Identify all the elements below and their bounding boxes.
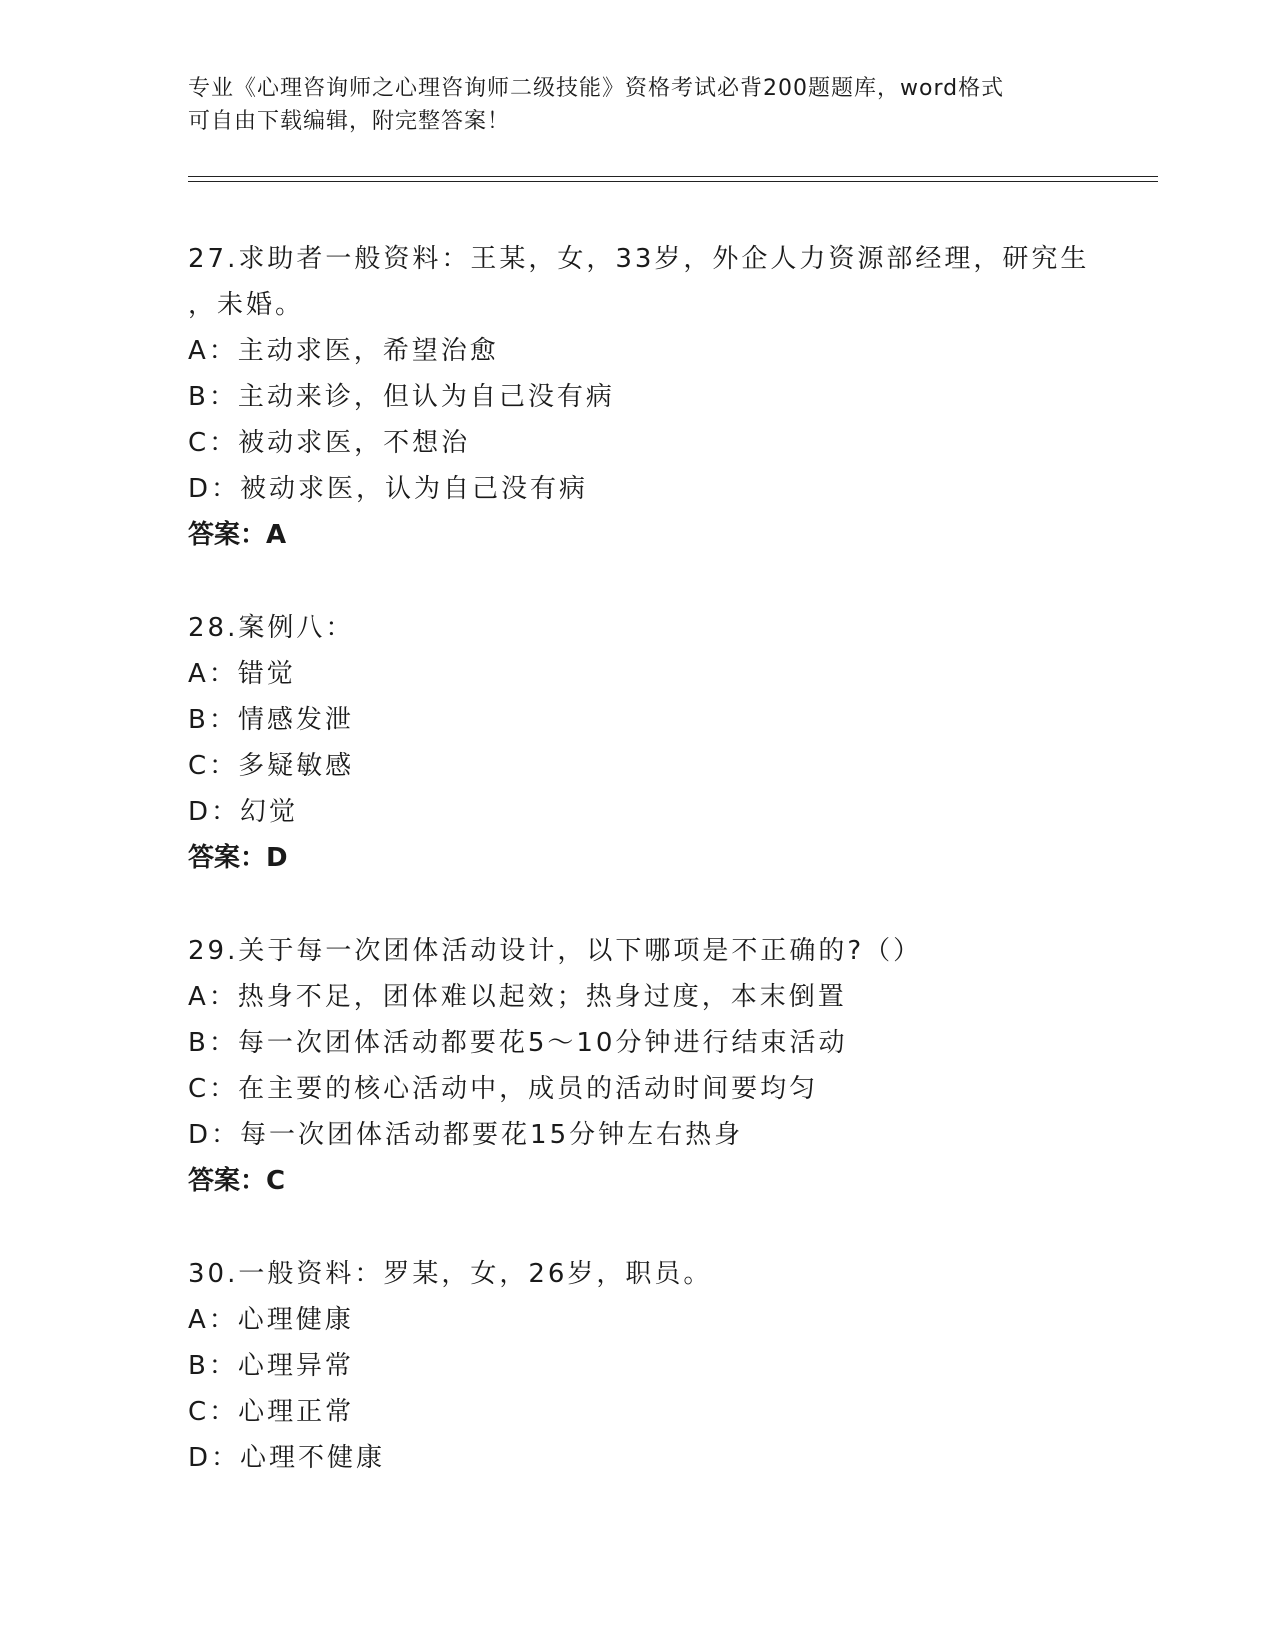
header-divider-top — [188, 176, 1158, 177]
question-27 — [188, 236, 1138, 558]
option-a: A：热身不足，团体难以起效；热身过度，本末倒置 — [188, 982, 847, 1012]
document-header — [188, 72, 1088, 138]
question-stem: 28.案例八： — [188, 613, 355, 643]
option-c: C：在主要的核心活动中，成员的活动时间要均匀 — [188, 1074, 819, 1104]
option-c: C：心理正常 — [188, 1397, 355, 1427]
option-b: B：每一次团体活动都要花5～10分钟进行结束活动 — [188, 1028, 848, 1058]
question-stem: 27.求助者一般资料：王某，女，33岁，外企人力资源部经理，研究生 — [188, 244, 1090, 274]
option-d: D：被动求医，认为自己没有病 — [188, 474, 589, 504]
question-29 — [188, 928, 1138, 1204]
option-d: D：每一次团体活动都要花15分钟左右热身 — [188, 1120, 744, 1150]
header-line-1: 专业《心理咨询师之心理咨询师二级技能》资格考试必背200题题库，word格式 — [188, 76, 1005, 101]
option-b: B：主动来诊，但认为自己没有病 — [188, 382, 615, 412]
question-28 — [188, 605, 1138, 881]
question-30 — [188, 1251, 1138, 1481]
question-list — [188, 236, 1138, 1481]
option-c: C：被动求医，不想治 — [188, 428, 471, 458]
question-stem: 29.关于每一次团体活动设计，以下哪项是不正确的?（） — [188, 936, 923, 966]
answer-label: 答案：A — [188, 520, 287, 550]
answer-label: 答案：D — [188, 843, 288, 873]
option-a: A：主动求医，希望治愈 — [188, 336, 499, 366]
question-stem: 30.一般资料：罗某，女，26岁，职员。 — [188, 1259, 713, 1289]
answer-label: 答案：C — [188, 1166, 286, 1196]
option-d: D：心理不健康 — [188, 1443, 386, 1473]
option-a: A：错觉 — [188, 659, 296, 689]
header-line-2: 可自由下载编辑，附完整答案！ — [188, 109, 511, 134]
question-stem-continued: ，未婚。 — [188, 290, 305, 320]
option-b: B：心理异常 — [188, 1351, 354, 1381]
option-d: D：幻觉 — [188, 797, 299, 827]
option-c: C：多疑敏感 — [188, 751, 355, 781]
option-a: A：心理健康 — [188, 1305, 354, 1335]
option-b: B：情感发泄 — [188, 705, 354, 735]
header-divider-bottom — [188, 181, 1158, 182]
